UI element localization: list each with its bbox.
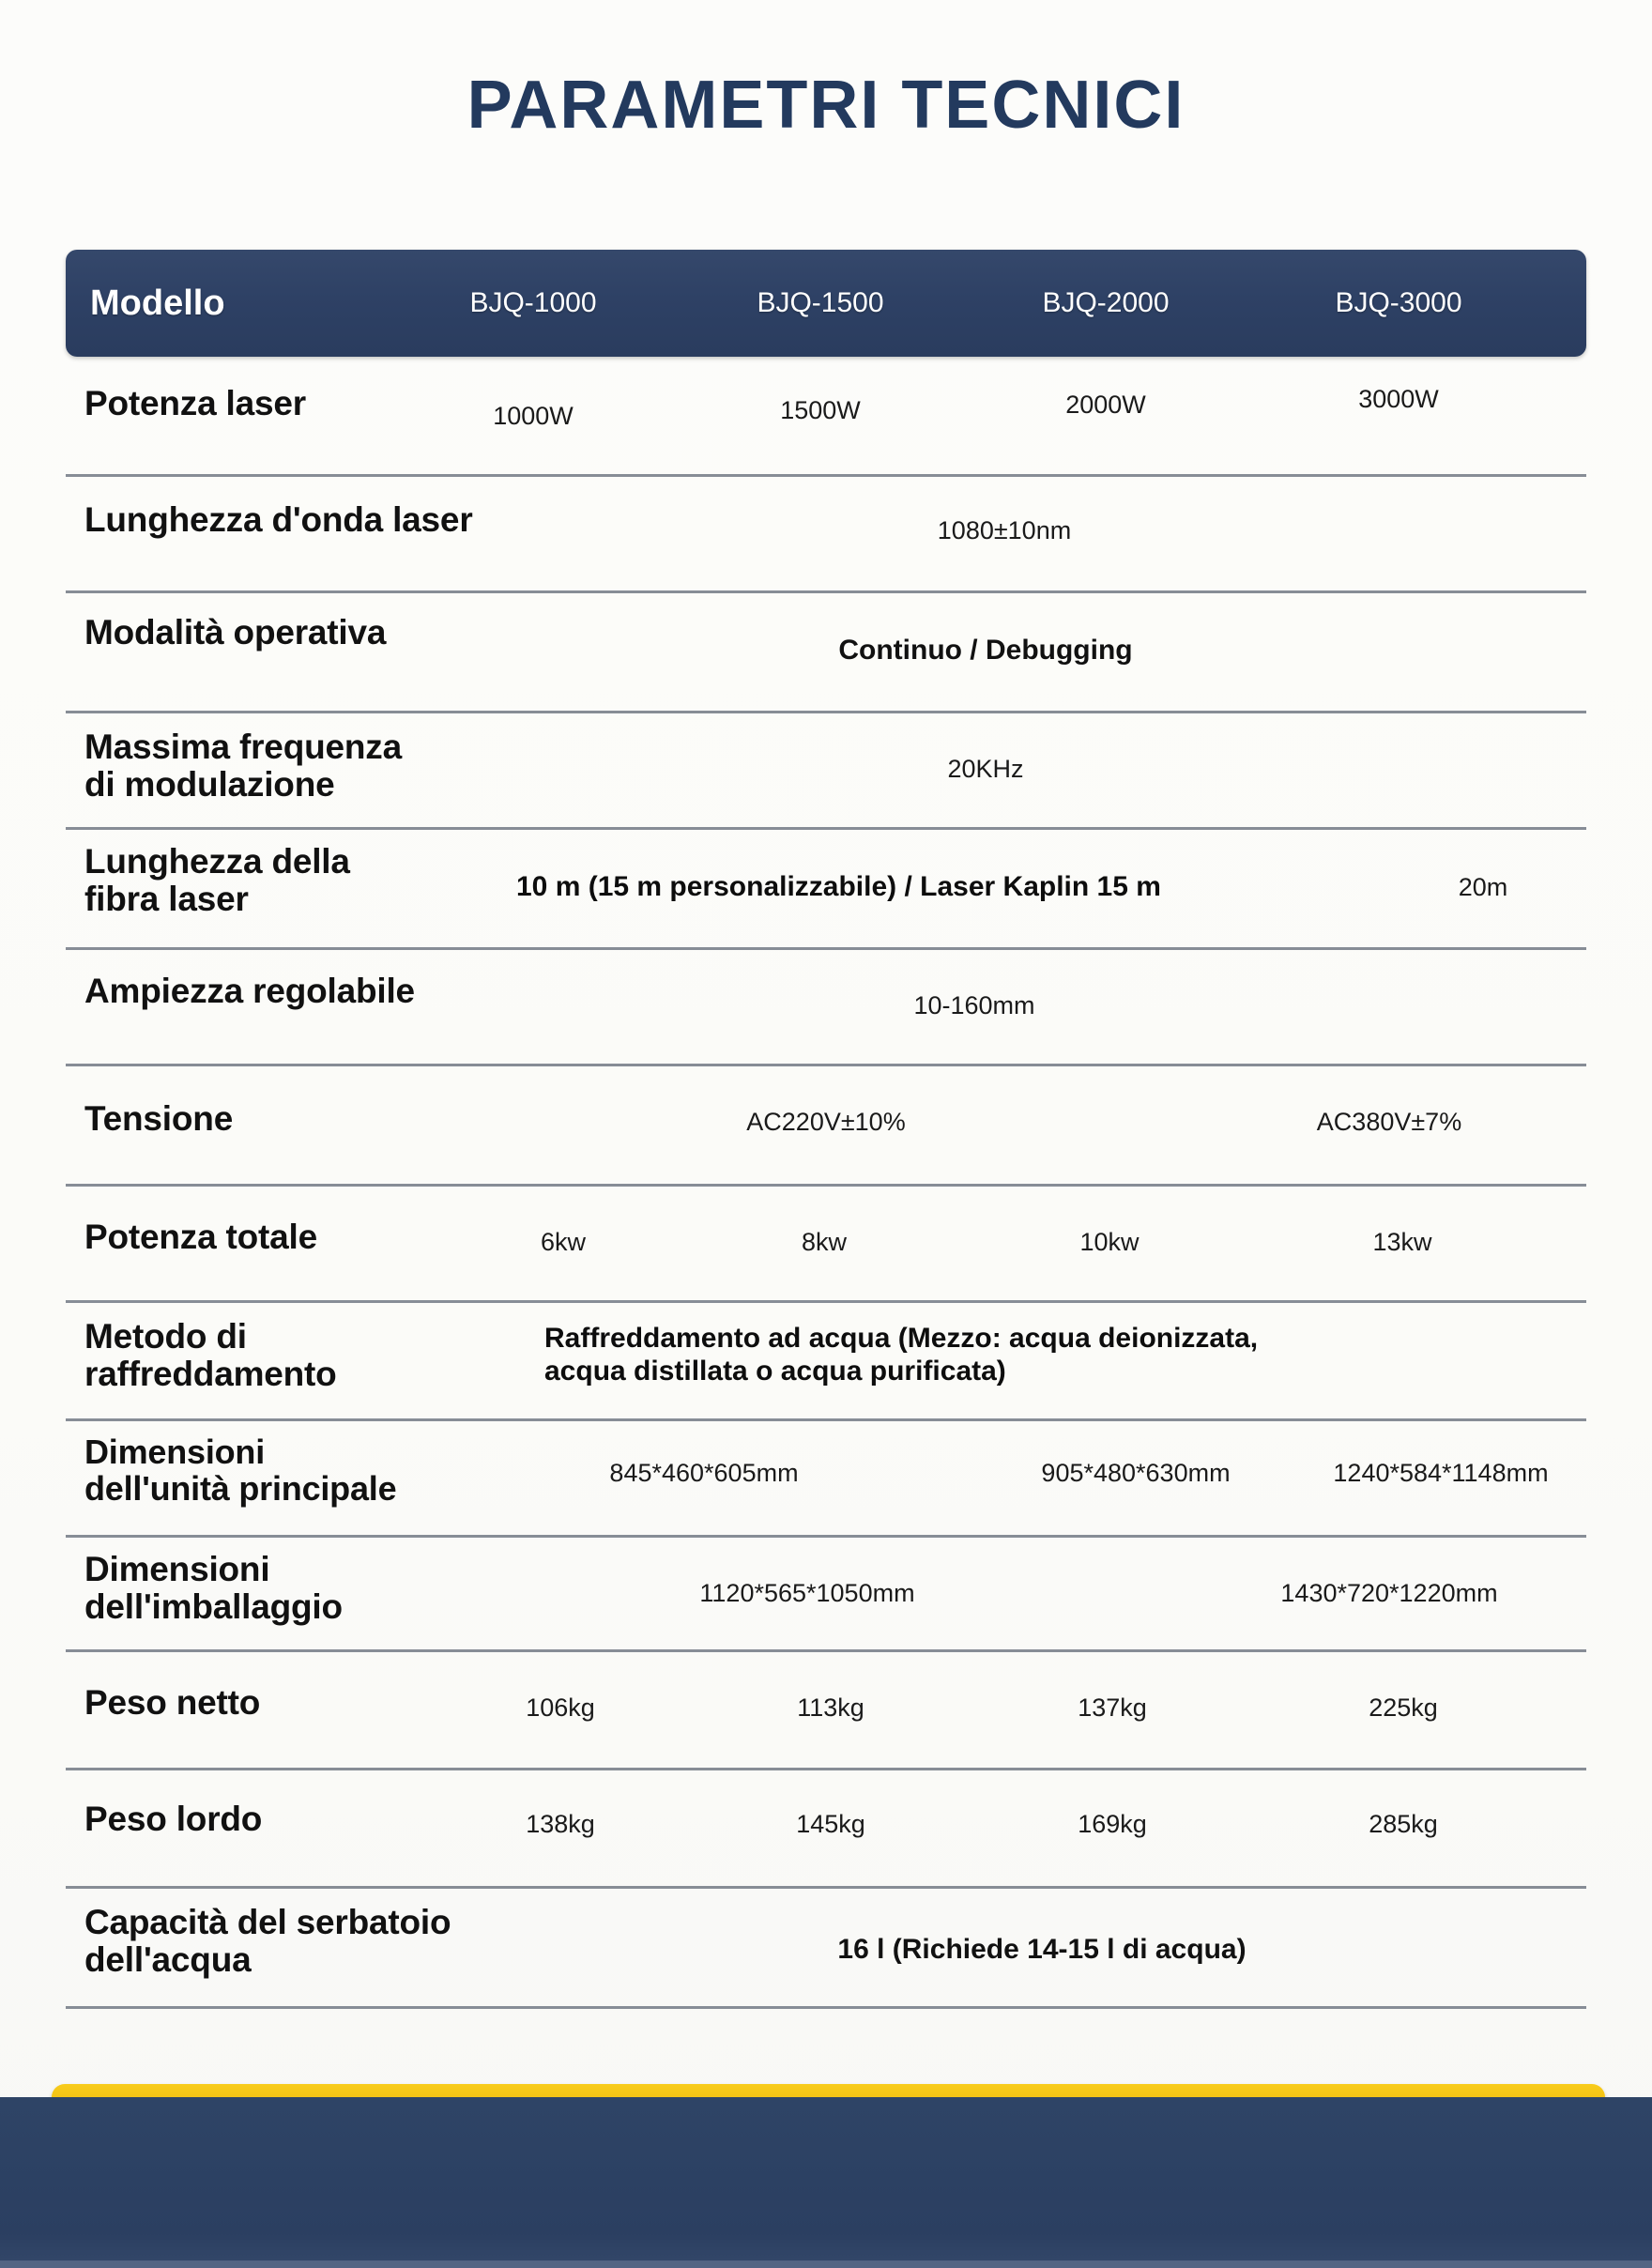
table-row-peso-lordo	[66, 1770, 1586, 1889]
row-label: Peso lordo	[84, 1800, 263, 1838]
table-row-lunghezza-fibra	[66, 830, 1586, 950]
table-row-ampiezza-regolabile	[66, 950, 1586, 1066]
row-value: Raffreddamento ad acqua (Mezzo: acqua deionizzata, acqua distillata o acqua purificata)	[544, 1323, 1259, 1387]
row-label: Peso netto	[84, 1683, 261, 1722]
row-value: 106kg	[526, 1693, 595, 1722]
row-value: 285kg	[1369, 1810, 1438, 1838]
row-value: 845*460*605mm	[609, 1459, 799, 1487]
row-value: 20m	[1458, 873, 1508, 901]
table-header-row	[66, 250, 1586, 357]
row-label: Massima frequenza di modulazione	[84, 728, 402, 804]
row-label: Lunghezza della fibra laser	[84, 842, 350, 918]
table-row-potenza-laser	[66, 357, 1586, 477]
row-label: Lunghezza d'onda laser	[84, 500, 473, 539]
page-title-container	[0, 68, 1652, 143]
row-value: 145kg	[796, 1810, 865, 1838]
row-value: 1120*565*1050mm	[699, 1579, 915, 1607]
row-value: 137kg	[1078, 1693, 1147, 1722]
row-value: 1240*584*1148mm	[1333, 1459, 1549, 1487]
row-value: 169kg	[1078, 1810, 1147, 1838]
table-row-massima-frequenza	[66, 713, 1586, 830]
header-cell-bjq-3000: BJQ‑3000	[1335, 287, 1462, 318]
row-value: 16 l (Richiede 14-15 l di acqua)	[837, 1934, 1247, 1965]
table-row-peso-netto	[66, 1652, 1586, 1770]
footer-band	[0, 2097, 1652, 2268]
table-row-metodo-raffreddamento	[66, 1303, 1586, 1421]
table-row-modalita-operativa	[66, 593, 1586, 713]
table-row-capacita-serbatoio	[66, 1889, 1586, 2009]
row-value: 2000W	[1065, 391, 1146, 419]
row-label: Ampiezza regolabile	[84, 972, 415, 1010]
row-value: 3000W	[1358, 385, 1439, 413]
row-value: 10 m (15 m personalizzabile) / Laser Kaplin 15 m	[516, 871, 1161, 902]
table-row-dimensioni-unita	[66, 1421, 1586, 1538]
header-cell-model: Modello	[90, 284, 225, 323]
row-value: 138kg	[526, 1810, 595, 1838]
row-value: 10‑160mm	[913, 991, 1035, 1019]
row-label: Potenza totale	[84, 1218, 318, 1256]
table-row-potenza-totale	[66, 1187, 1586, 1303]
row-label: Tensione	[84, 1099, 234, 1138]
row-value: 1000W	[493, 402, 574, 430]
table-row-lunghezza-onda	[66, 477, 1586, 593]
table-row-tensione	[66, 1066, 1586, 1187]
row-value: 225kg	[1369, 1693, 1438, 1722]
row-value: 13kw	[1372, 1228, 1432, 1256]
row-value: AC220V±10%	[746, 1108, 906, 1136]
row-value: 1430*720*1220mm	[1280, 1579, 1498, 1607]
row-value: 6kw	[540, 1228, 586, 1256]
row-label: Modalità operativa	[84, 613, 387, 651]
header-cell-bjq-1500: BJQ‑1500	[757, 287, 884, 318]
row-label: Capacità del serbatoio dell'acqua	[84, 1903, 451, 1979]
row-value: 1080±10nm	[937, 516, 1072, 544]
technical-parameters-table	[66, 250, 1586, 2009]
row-label: Dimensioni dell'unità principale	[84, 1433, 397, 1508]
row-value: Continuo / Debugging	[838, 635, 1133, 666]
row-value: 905*480*630mm	[1041, 1459, 1231, 1487]
row-value: AC380V±7%	[1316, 1108, 1462, 1136]
page-title: PARAMETRI TECNICI	[467, 68, 1185, 143]
row-label: Dimensioni dell'imballaggio	[84, 1550, 343, 1626]
row-label: Metodo di raffreddamento	[84, 1317, 337, 1393]
header-cell-bjq-2000: BJQ‑2000	[1042, 287, 1170, 318]
row-value: 10kw	[1079, 1228, 1140, 1256]
header-cell-bjq-1000: BJQ‑1000	[469, 287, 597, 318]
row-label: Potenza laser	[84, 384, 306, 422]
row-value: 113kg	[797, 1693, 864, 1722]
row-value: 20KHz	[947, 755, 1024, 783]
row-value: 8kw	[801, 1228, 847, 1256]
table-row-dimensioni-imballaggio	[66, 1538, 1586, 1652]
row-value: 1500W	[780, 396, 861, 424]
